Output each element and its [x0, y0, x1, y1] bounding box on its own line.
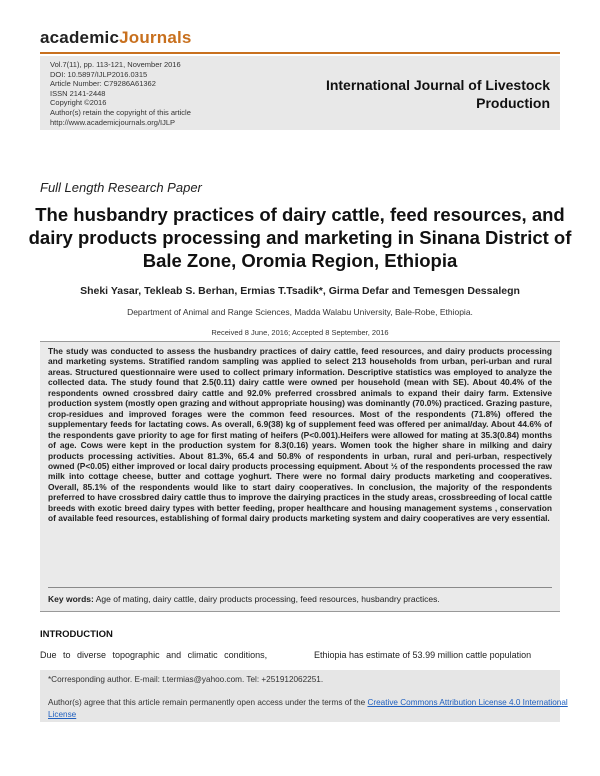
abstract-text: The study was conducted to assess the husbandry practices of dairy cattle, feed resources, and dairy products processing and marketing systems. Stratified random sampling was applied to select 213 households from urban, peri-urban and rural areas. Structured questionnaire were used to collect primary information. Descriptive statistics was employed to analyze the collected data. The study found that 2.5(0.11) dairy cattle were owned per household (mean with SE). About 40.4% of the respondents owned crossbred dairy cattle and 92.0% preferred crossbred animals to expand their dairy farm. Extensive production system (mostly open grazing and without appropriate housing) was dominantly (70.0%) practiced. Grazing pasture, crop-residues and improved forages were the common feed resources. Most of the respondents (71.8%) offered the supplementary feeds for lactating cows. As overall, 6.9(38) kg of supplement feed was offered per animal/day. About 44.6% of the respondents gave priority to age for first mating of heifers (P<0.001).Heifers were allowed for mating at 35.3(0.84) months of age. Cows were kept in the production system for 8.3(0.16) years. Women took the higher share in milking and dairy products processing activities. About 81.3%, 65.4 and 50.8% of respondents in urban, rural and peri-urban, respectively owned (P<0.05) either improved or local dairy products processing equipment. About ½ of the respondents processed the raw milk into cottage cheese, butter and cottage yoghurt. There were no formal dairy products marketing and cooperatives. Overall, 85.1% of the respondents would like to start dairy cooperatives. In conclusion, the majority of the respondents preferred to have crossbred dairy cattle thus to improve the dairying practices in the study areas, crossbreeding of local cattle breeds with exotic breed dairy types with better feeding, proper healthcare and housing management systems , conservation of available feed resources, establishing of formal dairy products marketing system and dairy cooperatives are very essential. — [48, 346, 552, 524]
intro-column-right: Ethiopia has estimate of 53.99 million cattle population — [314, 650, 532, 660]
header-rule — [40, 52, 560, 54]
meta-journal-url[interactable]: http://www.academicjournals.org/IJLP — [50, 117, 176, 127]
keywords-divider — [48, 587, 552, 588]
meta-copyright: Copyright ©2016 — [50, 98, 107, 108]
keywords — [48, 594, 552, 604]
license-note — [48, 697, 568, 720]
meta-volume: Vol.7(11), pp. 113-121, November 2016 — [50, 60, 181, 69]
license-link[interactable]: Creative Commons Attribution License 4.0 International License — [48, 698, 568, 719]
paper-title: The husbandry practices of dairy cattle, feed resources, and dairy products processing and marketing in Sinana District of Bale Zone, Oromia Region, Ethiopia — [28, 204, 572, 271]
author-affiliation: Department of Animal and Range Sciences, Madda Walabu University, Bale-Robe, Ethiopia. — [127, 307, 473, 317]
received-dates: Received 8 June, 2016; Accepted 8 September, 2016 — [211, 328, 389, 337]
meta-article-number: Article Number: C79286A61362 — [50, 79, 156, 89]
meta-issn: ISSN 2141-2448 — [50, 88, 106, 98]
logo-text-academic: academic — [40, 28, 120, 47]
paper-type: Full Length Research Paper — [40, 180, 202, 195]
logo-text-journals: Journals — [119, 28, 192, 47]
meta-doi: DOI: 10.5897/IJLP2016.0315 — [50, 69, 148, 79]
corresponding-author: *Corresponding author. E-mail: t.termias@yahoo.com. Tel: +251912062251. — [48, 675, 324, 684]
article-metadata — [50, 60, 191, 127]
intro-column-left: Due to diverse topographic and climatic conditions, — [40, 650, 268, 660]
journal-name: International Journal of Livestock Production — [325, 77, 550, 111]
paper-authors: Sheki Yasar, Tekleab S. Berhan, Ermias T.Tsadik*, Girma Defar and Temesgen Dessalegn — [80, 285, 520, 297]
meta-copyright-note: Author(s) retain the copyright of this article — [50, 107, 191, 117]
introduction-heading: INTRODUCTION — [40, 629, 113, 640]
keywords-list: Age of mating, dairy cattle, dairy products processing, feed resources, husbandry practices. — [95, 594, 440, 604]
keywords-label: Key words: — [48, 594, 94, 604]
license-text: Author(s) agree that this article remain permanently open access under the terms of the — [48, 698, 368, 707]
journal-logo — [40, 28, 192, 48]
